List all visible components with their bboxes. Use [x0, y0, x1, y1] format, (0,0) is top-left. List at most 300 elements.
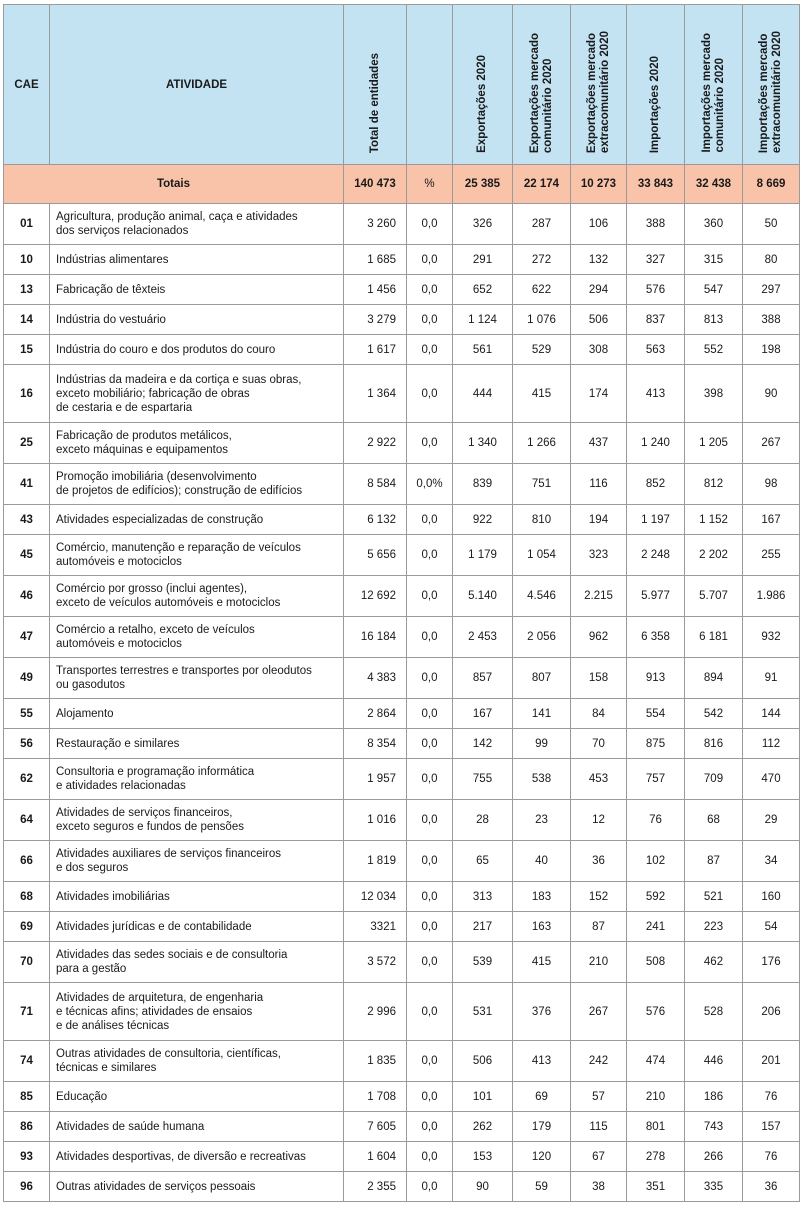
table-row [4, 1041, 800, 1082]
table-cell-pct: 0,0 [407, 335, 453, 365]
table-row [4, 658, 800, 699]
table-cell-total: 2 996 [344, 983, 407, 1041]
table-cell-exp: 755 [453, 759, 513, 800]
table-cell-imp-com: 894 [685, 658, 743, 699]
table-cell-exp: 444 [453, 365, 513, 423]
table-cell-imp-extra: 76 [743, 1082, 800, 1112]
table-cell-imp-com: 521 [685, 882, 743, 912]
table-cell-exp-com: 622 [513, 275, 571, 305]
table-row [4, 365, 800, 423]
table-cell-pct: 0,0 [407, 617, 453, 658]
table-cell-total: 16 184 [344, 617, 407, 658]
table-cell-cae: 69 [4, 912, 50, 942]
table-cell-exp-extra: 308 [571, 335, 627, 365]
table-cell-atividade: Indústria do couro e dos produtos do couro [50, 335, 344, 365]
table-cell-cae: 10 [4, 245, 50, 275]
table-cell-pct: 0,0 [407, 305, 453, 335]
table-cell-total: 8 354 [344, 729, 407, 759]
table-cell-imp-com: 462 [685, 942, 743, 983]
table-cell-exp: 90 [453, 1172, 513, 1202]
table-cell-pct: 0,0 [407, 942, 453, 983]
table-cell-atividade: Promoção imobiliária (desenvolvimento de projetos de edifícios); construção de edifícios [50, 464, 344, 505]
totals-imp-com: 32 438 [685, 165, 743, 204]
table-cell-atividade: Outras atividades de serviços pessoais [50, 1172, 344, 1202]
table-cell-atividade: Fabricação de produtos metálicos, exceto máquinas e equipamentos [50, 423, 344, 464]
table-cell-pct: 0,0 [407, 658, 453, 699]
table-cell-imp-com: 812 [685, 464, 743, 505]
table-cell-exp-extra: 242 [571, 1041, 627, 1082]
table-cell-imp-extra: 160 [743, 882, 800, 912]
table-cell-pct: 0,0 [407, 912, 453, 942]
table-cell-total: 1 617 [344, 335, 407, 365]
table-cell-imp-extra: 29 [743, 800, 800, 841]
table-cell-pct: 0,0 [407, 759, 453, 800]
table-cell-atividade: Comércio a retalho, exceto de veículos automóveis e motociclos [50, 617, 344, 658]
table-cell-imp-com: 2 202 [685, 535, 743, 576]
totals-row [4, 165, 800, 204]
table-cell-cae: 16 [4, 365, 50, 423]
table-cell-atividade: Transportes terrestres e transportes por oleodutos ou gasodutos [50, 658, 344, 699]
table-cell-exp-com: 179 [513, 1112, 571, 1142]
table-cell-imp: 5.977 [627, 576, 685, 617]
table-cell-total: 1 835 [344, 1041, 407, 1082]
table-cell-exp-com: 415 [513, 365, 571, 423]
table-cell-atividade: Indústria do vestuário [50, 305, 344, 335]
header-exp-extra: Exportações mercado extracomunitário 2020 [571, 5, 627, 165]
table-cell-pct: 0,0 [407, 1142, 453, 1172]
table-cell-exp-extra: 115 [571, 1112, 627, 1142]
table-cell-pct: 0,0 [407, 882, 453, 912]
table-cell-imp: 241 [627, 912, 685, 942]
table-cell-exp-extra: 194 [571, 505, 627, 535]
table-cell-imp-com: 186 [685, 1082, 743, 1112]
table-cell-imp: 278 [627, 1142, 685, 1172]
table-cell-exp-extra: 210 [571, 942, 627, 983]
table-cell-cae: 68 [4, 882, 50, 912]
table-cell-exp: 5.140 [453, 576, 513, 617]
table-cell-exp-extra: 267 [571, 983, 627, 1041]
table-cell-exp-com: 1 054 [513, 535, 571, 576]
table-cell-exp: 1 179 [453, 535, 513, 576]
table-row [4, 759, 800, 800]
table-row [4, 1082, 800, 1112]
table-row [4, 729, 800, 759]
table-cell-exp: 153 [453, 1142, 513, 1172]
table-body [4, 165, 800, 1202]
table-row [4, 617, 800, 658]
table-cell-cae: 96 [4, 1172, 50, 1202]
table-cell-imp-extra: 1.986 [743, 576, 800, 617]
table-cell-exp-extra: 84 [571, 699, 627, 729]
table-cell-cae: 14 [4, 305, 50, 335]
table-cell-total: 1 456 [344, 275, 407, 305]
table-cell-imp-com: 1 205 [685, 423, 743, 464]
table-cell-cae: 45 [4, 535, 50, 576]
table-row [4, 841, 800, 882]
table-cell-exp-com: 538 [513, 759, 571, 800]
table-cell-exp-extra: 12 [571, 800, 627, 841]
totals-imp: 33 843 [627, 165, 685, 204]
table-cell-exp-com: 2 056 [513, 617, 571, 658]
totals-exp: 25 385 [453, 165, 513, 204]
table-cell-imp: 508 [627, 942, 685, 983]
table-cell-pct: 0,0 [407, 699, 453, 729]
table-cell-imp-extra: 157 [743, 1112, 800, 1142]
table-cell-total: 4 383 [344, 658, 407, 699]
table-cell-exp: 28 [453, 800, 513, 841]
table-cell-pct: 0,0 [407, 983, 453, 1041]
table-cell-atividade: Atividades auxiliares de serviços financeiros e dos seguros [50, 841, 344, 882]
table-cell-imp: 327 [627, 245, 685, 275]
table-cell-exp-com: 1 266 [513, 423, 571, 464]
table-cell-imp-extra: 167 [743, 505, 800, 535]
table-cell-exp-extra: 70 [571, 729, 627, 759]
table-cell-exp-extra: 323 [571, 535, 627, 576]
table-cell-atividade: Alojamento [50, 699, 344, 729]
table-cell-imp-extra: 76 [743, 1142, 800, 1172]
table-cell-pct: 0,0 [407, 365, 453, 423]
table-cell-cae: 47 [4, 617, 50, 658]
table-cell-imp-extra: 80 [743, 245, 800, 275]
table-cell-imp-com: 542 [685, 699, 743, 729]
table-cell-imp-com: 266 [685, 1142, 743, 1172]
header-imp-com: Importações mercado comunitário 2020 [685, 5, 743, 165]
table-cell-exp: 2 453 [453, 617, 513, 658]
table-cell-exp: 922 [453, 505, 513, 535]
table-cell-imp: 837 [627, 305, 685, 335]
table-cell-pct: 0,0 [407, 576, 453, 617]
table-cell-atividade: Comércio, manutenção e reparação de veículos automóveis e motociclos [50, 535, 344, 576]
table-cell-total: 7 605 [344, 1112, 407, 1142]
table-cell-imp-extra: 198 [743, 335, 800, 365]
totals-total: 140 473 [344, 165, 407, 204]
table-row [4, 699, 800, 729]
table-cell-cae: 49 [4, 658, 50, 699]
table-cell-cae: 25 [4, 423, 50, 464]
table-cell-exp: 531 [453, 983, 513, 1041]
table-cell-imp-extra: 388 [743, 305, 800, 335]
table-cell-atividade: Atividades jurídicas e de contabilidade [50, 912, 344, 942]
table-row [4, 1142, 800, 1172]
table-cell-imp: 576 [627, 983, 685, 1041]
table-cell-exp: 262 [453, 1112, 513, 1142]
table-cell-cae: 71 [4, 983, 50, 1041]
table-cell-imp: 474 [627, 1041, 685, 1082]
table-cell-pct: 0,0 [407, 1172, 453, 1202]
table-cell-imp: 576 [627, 275, 685, 305]
header-total: Total de entidades [344, 5, 407, 165]
table-cell-imp-com: 446 [685, 1041, 743, 1082]
table-cell-exp-com: 163 [513, 912, 571, 942]
table-cell-imp-extra: 50 [743, 204, 800, 245]
table-cell-imp-com: 743 [685, 1112, 743, 1142]
table-cell-exp-extra: 437 [571, 423, 627, 464]
table-cell-total: 1 604 [344, 1142, 407, 1172]
table-cell-imp-extra: 90 [743, 365, 800, 423]
table-cell-exp-extra: 453 [571, 759, 627, 800]
table-cell-exp: 539 [453, 942, 513, 983]
table-cell-imp: 388 [627, 204, 685, 245]
table-cell-atividade: Indústrias alimentares [50, 245, 344, 275]
table-cell-exp-extra: 36 [571, 841, 627, 882]
table-cell-imp: 801 [627, 1112, 685, 1142]
table-cell-imp-com: 87 [685, 841, 743, 882]
table-row [4, 912, 800, 942]
table-cell-imp-extra: 267 [743, 423, 800, 464]
table-row [4, 423, 800, 464]
table-cell-imp: 6 358 [627, 617, 685, 658]
table-cell-imp-com: 360 [685, 204, 743, 245]
table-cell-cae: 13 [4, 275, 50, 305]
table-cell-cae: 01 [4, 204, 50, 245]
table-cell-exp-extra: 57 [571, 1082, 627, 1112]
table-cell-imp-com: 709 [685, 759, 743, 800]
table-cell-imp-extra: 34 [743, 841, 800, 882]
table-cell-atividade: Educação [50, 1082, 344, 1112]
table-row [4, 505, 800, 535]
table-cell-imp-extra: 112 [743, 729, 800, 759]
table-cell-imp: 1 240 [627, 423, 685, 464]
table-cell-exp-com: 529 [513, 335, 571, 365]
table-cell-exp: 652 [453, 275, 513, 305]
table-cell-pct: 0,0 [407, 423, 453, 464]
table-cell-exp-extra: 2.215 [571, 576, 627, 617]
table-cell-exp-com: 807 [513, 658, 571, 699]
table-cell-pct: 0,0 [407, 800, 453, 841]
table-cell-total: 3 572 [344, 942, 407, 983]
table-cell-total: 3 279 [344, 305, 407, 335]
table-cell-cae: 43 [4, 505, 50, 535]
table-row [4, 942, 800, 983]
table-cell-cae: 15 [4, 335, 50, 365]
table-cell-exp: 561 [453, 335, 513, 365]
totals-label: Totais [4, 165, 344, 204]
table-cell-pct: 0,0% [407, 464, 453, 505]
table-cell-exp-extra: 152 [571, 882, 627, 912]
table-cell-imp-extra: 91 [743, 658, 800, 699]
table-cell-imp: 563 [627, 335, 685, 365]
table-cell-imp-extra: 54 [743, 912, 800, 942]
table-cell-imp: 76 [627, 800, 685, 841]
table-cell-exp-com: 272 [513, 245, 571, 275]
table-cell-atividade: Agricultura, produção animal, caça e atividades dos serviços relacionados [50, 204, 344, 245]
table-cell-exp-com: 1 076 [513, 305, 571, 335]
table-cell-exp-extra: 87 [571, 912, 627, 942]
header-exp: Exportações 2020 [453, 5, 513, 165]
table-cell-imp-extra: 201 [743, 1041, 800, 1082]
table-cell-imp-com: 552 [685, 335, 743, 365]
table-cell-exp-extra: 116 [571, 464, 627, 505]
table-cell-imp-extra: 98 [743, 464, 800, 505]
table-cell-imp: 592 [627, 882, 685, 912]
table-cell-imp-com: 398 [685, 365, 743, 423]
table-cell-imp-com: 68 [685, 800, 743, 841]
table-cell-exp: 326 [453, 204, 513, 245]
table-cell-imp: 757 [627, 759, 685, 800]
table-cell-atividade: Atividades especializadas de construção [50, 505, 344, 535]
table-cell-exp-com: 4.546 [513, 576, 571, 617]
table-cell-imp: 852 [627, 464, 685, 505]
table-cell-imp: 2 248 [627, 535, 685, 576]
table-cell-imp-extra: 470 [743, 759, 800, 800]
table-cell-imp-com: 6 181 [685, 617, 743, 658]
table-cell-exp-com: 59 [513, 1172, 571, 1202]
table-cell-cae: 70 [4, 942, 50, 983]
table-cell-exp-extra: 962 [571, 617, 627, 658]
table-cell-exp-com: 751 [513, 464, 571, 505]
table-cell-total: 8 584 [344, 464, 407, 505]
table-cell-exp: 839 [453, 464, 513, 505]
table-cell-exp-com: 287 [513, 204, 571, 245]
table-cell-pct: 0,0 [407, 1082, 453, 1112]
table-cell-total: 2 922 [344, 423, 407, 464]
table-cell-atividade: Atividades de serviços financeiros, exceto seguros e fundos de pensões [50, 800, 344, 841]
totals-exp-extra: 10 273 [571, 165, 627, 204]
table-cell-imp-com: 315 [685, 245, 743, 275]
header-pct [407, 5, 453, 165]
totals-exp-com: 22 174 [513, 165, 571, 204]
table-cell-pct: 0,0 [407, 245, 453, 275]
table-cell-cae: 64 [4, 800, 50, 841]
table-cell-exp-extra: 132 [571, 245, 627, 275]
table-cell-cae: 46 [4, 576, 50, 617]
table-cell-exp: 65 [453, 841, 513, 882]
table-cell-total: 6 132 [344, 505, 407, 535]
table-cell-exp-com: 40 [513, 841, 571, 882]
table-row [4, 1112, 800, 1142]
table-row [4, 245, 800, 275]
table-cell-total: 1 364 [344, 365, 407, 423]
table-cell-exp-extra: 294 [571, 275, 627, 305]
table-cell-exp: 291 [453, 245, 513, 275]
header-imp-extra: Importações mercado extracomunitário 2020 [743, 5, 800, 165]
table-cell-pct: 0,0 [407, 275, 453, 305]
table-row [4, 983, 800, 1041]
table-cell-exp-com: 810 [513, 505, 571, 535]
table-cell-atividade: Outras atividades de consultoria, científicas, técnicas e similares [50, 1041, 344, 1082]
table-cell-imp-com: 547 [685, 275, 743, 305]
table-cell-atividade: Atividades desportivas, de diversão e recreativas [50, 1142, 344, 1172]
table-cell-pct: 0,0 [407, 1041, 453, 1082]
table-row [4, 882, 800, 912]
table-cell-exp-extra: 38 [571, 1172, 627, 1202]
table-cell-total: 1 819 [344, 841, 407, 882]
table-cell-atividade: Indústrias da madeira e da cortiça e suas obras, exceto mobiliário; fabricação de obras de cestaria e de espartaria [50, 365, 344, 423]
table-cell-total: 1 708 [344, 1082, 407, 1112]
table-cell-atividade: Atividades imobiliárias [50, 882, 344, 912]
table-cell-atividade: Atividades das sedes sociais e de consultoria para a gestão [50, 942, 344, 983]
table-row [4, 535, 800, 576]
table-cell-exp: 142 [453, 729, 513, 759]
header-atividade: ATIVIDADE [50, 5, 344, 165]
table-cell-exp: 313 [453, 882, 513, 912]
table-cell-imp: 102 [627, 841, 685, 882]
table-cell-exp-com: 99 [513, 729, 571, 759]
table-cell-total: 5 656 [344, 535, 407, 576]
table-cell-pct: 0,0 [407, 204, 453, 245]
table-cell-atividade: Comércio por grosso (inclui agentes), exceto de veículos automóveis e motociclos [50, 576, 344, 617]
table-cell-total: 1 016 [344, 800, 407, 841]
table-cell-imp: 913 [627, 658, 685, 699]
table-cell-total: 1 957 [344, 759, 407, 800]
table-cell-exp: 506 [453, 1041, 513, 1082]
table-cell-pct: 0,0 [407, 535, 453, 576]
table-cell-cae: 55 [4, 699, 50, 729]
trade-table [3, 4, 800, 1202]
table-row [4, 576, 800, 617]
table-row [4, 800, 800, 841]
table-cell-exp-extra: 174 [571, 365, 627, 423]
table-cell-exp-com: 141 [513, 699, 571, 729]
table-cell-exp: 1 340 [453, 423, 513, 464]
table-cell-exp-com: 376 [513, 983, 571, 1041]
table-header [4, 5, 800, 165]
table-cell-total: 2 355 [344, 1172, 407, 1202]
table-cell-imp-extra: 36 [743, 1172, 800, 1202]
table-cell-imp-com: 335 [685, 1172, 743, 1202]
table-cell-exp-com: 415 [513, 942, 571, 983]
table-cell-exp-extra: 506 [571, 305, 627, 335]
table-cell-imp: 1 197 [627, 505, 685, 535]
table-cell-cae: 56 [4, 729, 50, 759]
table-cell-imp: 413 [627, 365, 685, 423]
table-row [4, 464, 800, 505]
table-cell-cae: 66 [4, 841, 50, 882]
table-cell-imp: 210 [627, 1082, 685, 1112]
table-cell-imp-com: 223 [685, 912, 743, 942]
table-cell-total: 2 864 [344, 699, 407, 729]
table-cell-exp-com: 69 [513, 1082, 571, 1112]
table-cell-imp-com: 813 [685, 305, 743, 335]
table-cell-imp-com: 528 [685, 983, 743, 1041]
table-cell-imp-com: 1 152 [685, 505, 743, 535]
table-cell-imp-extra: 932 [743, 617, 800, 658]
table-row [4, 335, 800, 365]
table-cell-imp-extra: 206 [743, 983, 800, 1041]
table-cell-imp: 351 [627, 1172, 685, 1202]
table-cell-imp-com: 816 [685, 729, 743, 759]
table-row [4, 275, 800, 305]
table-cell-total: 12 034 [344, 882, 407, 912]
table-cell-exp-extra: 67 [571, 1142, 627, 1172]
table-cell-total: 1 685 [344, 245, 407, 275]
table-cell-imp: 875 [627, 729, 685, 759]
table-cell-pct: 0,0 [407, 729, 453, 759]
table-cell-imp-extra: 176 [743, 942, 800, 983]
table-cell-exp: 857 [453, 658, 513, 699]
table-cell-atividade: Consultoria e programação informática e atividades relacionadas [50, 759, 344, 800]
table-cell-atividade: Restauração e similares [50, 729, 344, 759]
table-cell-exp-com: 183 [513, 882, 571, 912]
table-cell-imp-extra: 144 [743, 699, 800, 729]
table-cell-atividade: Fabricação de têxteis [50, 275, 344, 305]
table-cell-exp-extra: 158 [571, 658, 627, 699]
table-cell-total: 3321 [344, 912, 407, 942]
table-cell-total: 12 692 [344, 576, 407, 617]
table-row [4, 1172, 800, 1202]
table-cell-exp: 167 [453, 699, 513, 729]
table-cell-exp: 217 [453, 912, 513, 942]
table-cell-cae: 93 [4, 1142, 50, 1172]
table-cell-pct: 0,0 [407, 1112, 453, 1142]
table-cell-cae: 62 [4, 759, 50, 800]
header-imp: Importações 2020 [627, 5, 685, 165]
table-cell-cae: 41 [4, 464, 50, 505]
table-cell-exp-com: 120 [513, 1142, 571, 1172]
table-cell-total: 3 260 [344, 204, 407, 245]
table-cell-pct: 0,0 [407, 841, 453, 882]
table-cell-exp: 101 [453, 1082, 513, 1112]
